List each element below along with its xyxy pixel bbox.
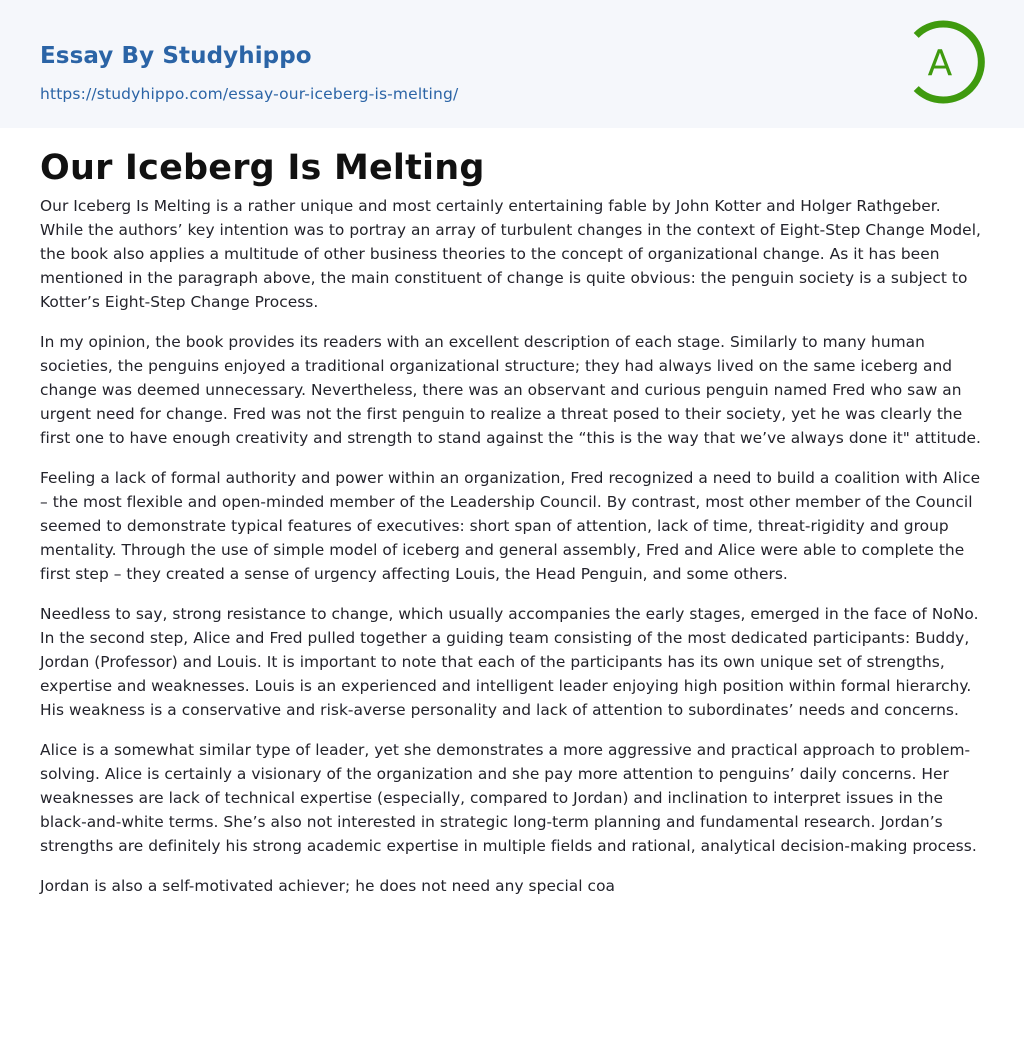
source-url-link[interactable]: https://studyhippo.com/essay-our-iceberg-is-melting/ <box>40 85 459 103</box>
essay-paragraph: Needless to say, strong resistance to change, which usually accompanies the early stages, emerged in the face of NoNo. In the second step, Alice and Fred pulled together a guiding team consisting of the most dedicated participants: Buddy, Jordan (Professor) and Louis. It is important to note that each of the participants has its own unique set of strengths, expertise and weaknesses. Louis is an experienced and intelligent leader enjoying high position within formal hierarchy. His weakness is a conservative and risk-averse personality and lack of attention to subordinates’ needs and concerns. <box>40 605 979 719</box>
essay-body <box>40 194 986 914</box>
essay-paragraph: Our Iceberg Is Melting is a rather unique and most certainly entertaining fable by John Kotter and Holger Rathgeber. While the authors’ key intention was to portray an array of turbulent changes in the context of Eight-Step Change Model, the book also applies a multitude of other business theories to the concept of organizational change. As it has been mentioned in the paragraph above, the main constituent of change is quite obvious: the penguin society is a subject to Kotter’s Eight-Step Change Process. <box>40 197 981 311</box>
studyhippo-logo[interactable] <box>912 18 988 106</box>
essay-paragraph: Alice is a somewhat similar type of leader, yet she demonstrates a more aggressive and practical approach to problem-solving. Alice is certainly a visionary of the organization and she pay more attention to penguins’ daily concerns. Her weaknesses are lack of technical expertise (especially, compared to Jordan) and inclination to interpret issues in the black-and-white terms. She’s also not interested in strategic long-term planning and fundamental research. Jordan’s strengths are definitely his strong academic expertise in multiple fields and rational, analytical decision-making process. <box>40 741 977 855</box>
page-title: Our Iceberg Is Melting <box>40 148 485 188</box>
brand-title: Essay By Studyhippo <box>40 43 312 69</box>
svg-text:A: A <box>927 43 953 84</box>
essay-paragraph-truncated: Jordan is also a self-motivated achiever; he does not need any special coa <box>40 877 616 895</box>
logo-a-circle-icon <box>912 18 988 106</box>
essay-paragraph: Feeling a lack of formal authority and power within an organization, Fred recognized a need to build a coalition with Alice – the most flexible and open-minded member of the Leadership Council. By contrast, most other member of the Council seemed to demonstrate typical features of executives: short span of attention, lack of time, threat-rigidity and group mentality. Through the use of simple model of iceberg and general assembly, Fred and Alice were able to complete the first step – they created a sense of urgency affecting Louis, the Head Penguin, and some others. <box>40 469 981 583</box>
essay-paragraph: In my opinion, the book provides its readers with an excellent description of each stage. Similarly to many human societies, the penguins enjoyed a traditional organizational structure; they had always lived on the same iceberg and change was deemed unnecessary. Nevertheless, there was an observant and curious penguin named Fred who saw an urgent need for change. Fred was not the first penguin to realize a threat posed to their society, yet he was clearly the first one to have enough creativity and strength to stand against the “this is the way that we’ve always done it" attitude. <box>40 333 981 447</box>
